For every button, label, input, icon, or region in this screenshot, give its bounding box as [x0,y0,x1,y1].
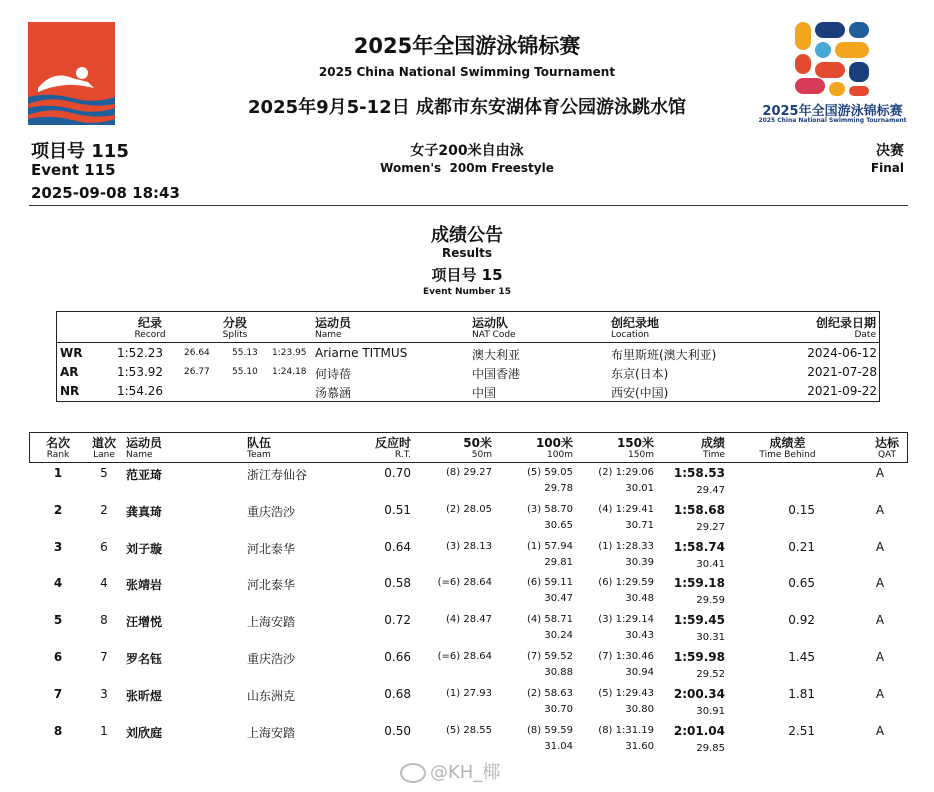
team-name: 上海安踏 [247,615,296,630]
record-location: 东京(日本) [611,367,669,381]
results-header-100m-en: 100m [547,450,573,460]
reaction-time: 0.64 [384,539,411,554]
lane-cell: 3 [100,686,108,701]
qat-mark: A [875,576,885,591]
athlete-name: 张靖岩 [126,578,163,593]
record-date: 2021-09-22 [807,384,877,398]
records-header-splits-zh: 分段 [222,316,247,330]
time-behind: 0.92 [788,613,815,628]
team-name: 山东洲克 [247,688,296,703]
results-header-rank-en: Rank [46,450,70,460]
time-behind: 2.51 [788,723,815,738]
time-behind: 0.15 [788,502,815,517]
split-100m: (7) 59.52 [527,651,573,662]
split-150m: (8) 1:31.19 [598,724,654,736]
lane-cell: 5 [100,466,108,480]
record-split-150: 1:24.18 [272,367,307,377]
lap-split-200m: 29.52 [696,669,725,680]
lane-cell: 7 [100,650,108,664]
reaction-time: 0.50 [384,723,411,738]
record-holder: 何诗蓓 [315,367,352,381]
team-name: 重庆浩沙 [247,652,296,666]
results-header-team-en: Team [247,450,271,460]
tournament-title-en: 2025 China National Swimming Tournament [318,65,616,79]
record-split-100: 55.13 [232,348,258,358]
results-header-lane-en: Lane [93,450,115,460]
event-round-zh: 决赛 [876,143,904,159]
header-divider [29,205,908,206]
results-title-zh: 成绩公告 [431,225,503,246]
record-team: 中国香港 [472,367,521,381]
final-time: 1:59.45 [673,613,725,628]
event-name-zh: 女子200米自由泳 [410,143,524,159]
team-name: 重庆浩沙 [247,504,296,519]
lap-split-100m: 30.65 [544,519,573,531]
record-team: 中国 [472,386,497,400]
results-header-rt-en: R.T. [394,450,411,460]
results-header-name-en: Name [126,450,153,460]
split-50m: (4) 28.47 [446,614,492,626]
event-name-en: Women's 200m Freestyle [380,161,554,175]
lap-split-200m: 30.91 [696,705,725,717]
results-title-en: Results [441,246,493,260]
record-date: 2024-06-12 [807,346,877,360]
athlete-name: 罗名钰 [126,652,163,666]
split-150m: (3) 1:29.14 [598,614,654,626]
records-header-record-en: Record [134,330,166,340]
lap-split-100m: 30.88 [544,667,573,678]
split-150m: (2) 1:29.06 [598,467,654,478]
lap-split-200m: 30.41 [696,558,725,570]
rank-cell: 2 [53,502,63,517]
rank-cell: 5 [53,613,63,628]
rank-cell: 1 [53,466,63,480]
time-behind: 0.65 [788,576,815,591]
results-header-150m-en: 150m [628,450,654,460]
time-behind: 1.45 [788,650,815,664]
records-header-location-zh: 创纪录地 [611,316,660,330]
split-150m: (5) 1:29.43 [598,687,654,699]
logo-right-title-en: 2025 China National Swimming Tournament [758,117,907,124]
lap-split-200m: 30.31 [696,632,725,644]
results-header-team-zh: 队伍 [247,436,272,450]
rank-cell: 8 [53,723,63,738]
results-header-behind-zh: 成绩差 [769,436,806,450]
record-holder: Ariarne TITMUS [315,346,408,360]
lap-split-150m: 30.43 [625,630,654,642]
split-100m: (6) 59.11 [527,577,573,589]
final-time: 1:59.98 [673,650,725,664]
final-time: 1:58.74 [673,539,725,554]
event-datetime: 2025-09-08 18:43 [31,184,180,202]
split-50m: (5) 28.55 [446,724,492,736]
split-50m: (8) 29.27 [446,467,492,478]
event-number-zh: 项目号 115 [31,141,129,162]
reaction-time: 0.70 [384,466,411,480]
split-150m: (7) 1:30.46 [598,651,654,662]
results-header-name-zh: 运动员 [126,436,163,450]
athlete-name: 龚真琦 [126,504,163,519]
lap-split-150m: 30.01 [625,483,654,494]
results-header-50m-zh: 50米 [463,436,492,450]
athlete-name: 刘欣庭 [126,725,163,740]
record-code: AR [60,365,79,379]
lap-split-200m: 29.27 [696,521,725,533]
watermark: @KH_椰 [400,758,500,784]
split-100m: (3) 58.70 [527,503,573,515]
split-50m: (3) 28.13 [446,540,492,552]
reaction-time: 0.68 [384,686,411,701]
team-name: 河北泰华 [247,541,296,556]
reaction-time: 0.58 [384,576,411,591]
results-header-bottom-border [29,462,908,463]
lap-split-150m: 30.71 [625,519,654,531]
lap-split-150m: 31.60 [625,740,654,752]
lap-split-150m: 30.80 [625,703,654,715]
lane-cell: 8 [100,613,108,628]
record-time: 1:53.92 [117,365,164,379]
record-holder: 汤慕涵 [315,386,352,400]
record-split-50: 26.77 [184,367,210,377]
results-header-behind-en: Time Behind [759,450,816,460]
results-header-rt-zh: 反应时 [374,436,411,450]
split-50m: (1) 27.93 [446,687,492,699]
lap-split-100m: 30.24 [544,630,573,642]
weibo-icon [400,763,426,783]
split-50m: (=6) 28.64 [437,577,492,589]
split-50m: (=6) 28.64 [437,651,492,662]
split-100m: (2) 58.63 [527,687,573,699]
reaction-time: 0.51 [384,502,411,517]
reaction-time: 0.66 [384,650,411,664]
time-behind: 0.21 [788,539,815,554]
results-header-150m-zh: 150米 [616,436,654,450]
record-split-150: 1:23.95 [272,348,307,358]
qat-mark: A [875,723,885,738]
split-100m: (4) 58.71 [527,614,573,626]
record-split-50: 26.64 [184,348,210,358]
lap-split-100m: 31.04 [544,740,573,752]
lap-split-150m: 30.39 [625,556,654,568]
results-header-qat-en: QAT [877,450,897,460]
records-header-team-zh: 运动队 [472,316,509,330]
reaction-time: 0.72 [384,613,411,628]
rank-cell: 4 [53,576,63,591]
final-time: 2:01.04 [673,723,725,738]
lap-split-100m: 29.78 [544,483,573,494]
athlete-name: 汪增悦 [126,615,163,630]
lap-split-100m: 29.81 [544,556,573,568]
qat-mark: A [875,686,885,701]
lap-split-150m: 30.48 [625,593,654,605]
results-header-top-border [29,432,908,433]
results-header-lane-zh: 道次 [91,436,116,450]
final-time: 2:00.34 [673,686,725,701]
qat-mark: A [875,650,885,664]
split-150m: (1) 1:28.33 [598,540,654,552]
records-header-date-en: Date [854,330,876,340]
record-location: 西安(中国) [611,386,669,400]
lap-split-150m: 30.94 [625,667,654,678]
event-round-en: Final [870,161,904,175]
lane-cell: 1 [100,723,108,738]
results-header-left-border [29,432,30,462]
logo-right-title-zh: 2025年全国游泳锦标赛 [762,104,903,119]
event-number-en: Event 115 [31,161,116,179]
lap-split-200m: 29.47 [696,485,725,496]
lap-split-100m: 30.47 [544,593,573,605]
rank-cell: 3 [53,539,63,554]
records-header-location-en: Location [611,330,650,340]
results-event-number-zh: 项目号 15 [431,266,503,284]
split-100m: (5) 59.05 [527,467,573,478]
records-header-team-en: NAT Code [472,330,516,340]
split-150m: (4) 1:29.41 [598,503,654,515]
records-header-record-zh: 纪录 [137,316,162,330]
final-time: 1:58.68 [673,502,725,517]
split-100m: (8) 59.59 [527,724,573,736]
results-header-50m-en: 50m [471,450,492,460]
record-location: 布里斯班(澳大利亚) [611,348,717,362]
split-50m: (2) 28.05 [446,503,492,515]
athlete-name: 张昕煜 [126,688,163,703]
rank-cell: 7 [53,686,63,701]
team-name: 上海安踏 [247,725,296,740]
record-date: 2021-07-28 [807,365,877,379]
record-time: 1:54.26 [117,384,164,398]
record-team: 澳大利亚 [472,348,521,362]
record-time: 1:52.23 [117,346,164,360]
venue-dates: 2025年9月5-12日 成都市东安湖体育公园游泳跳水馆 [248,97,686,118]
qat-mark: A [875,466,885,480]
team-name: 河北泰华 [247,578,296,593]
records-header-date-zh: 创纪录日期 [815,316,876,330]
qat-mark: A [875,502,885,517]
tournament-title-zh: 2025年全国游泳锦标赛 [353,34,581,58]
record-code: NR [60,384,80,398]
lap-split-200m: 29.59 [696,595,725,607]
lane-cell: 2 [100,502,108,517]
time-behind: 1.81 [788,686,815,701]
team-name: 浙江寿仙谷 [247,468,308,482]
results-header-100m-zh: 100米 [535,436,573,450]
record-code: WR [60,346,83,360]
rank-cell: 6 [53,650,63,664]
results-header-qat-zh: 达标 [874,436,899,450]
final-time: 1:58.53 [673,466,725,480]
qat-mark: A [875,539,885,554]
lap-split-200m: 29.85 [696,742,725,754]
records-header-divider [57,342,879,343]
records-header-name-zh: 运动员 [315,316,352,330]
athlete-name: 刘子璇 [126,541,163,556]
qat-mark: A [875,613,885,628]
records-header-name-en: Name [315,330,342,340]
results-header-rank-zh: 名次 [45,436,70,450]
split-100m: (1) 57.94 [527,540,573,552]
results-event-number-en: Event Number 15 [423,287,511,297]
athlete-name: 范亚琦 [126,468,163,482]
final-time: 1:59.18 [673,576,725,591]
lane-cell: 6 [100,539,108,554]
lap-split-100m: 30.70 [544,703,573,715]
results-header-time-zh: 成绩 [700,436,725,450]
lane-cell: 4 [100,576,108,591]
record-split-100: 55.10 [232,367,258,377]
records-header-splits-en: Splits [222,330,248,340]
results-header-time-en: Time [702,450,725,460]
split-150m: (6) 1:29.59 [598,577,654,589]
